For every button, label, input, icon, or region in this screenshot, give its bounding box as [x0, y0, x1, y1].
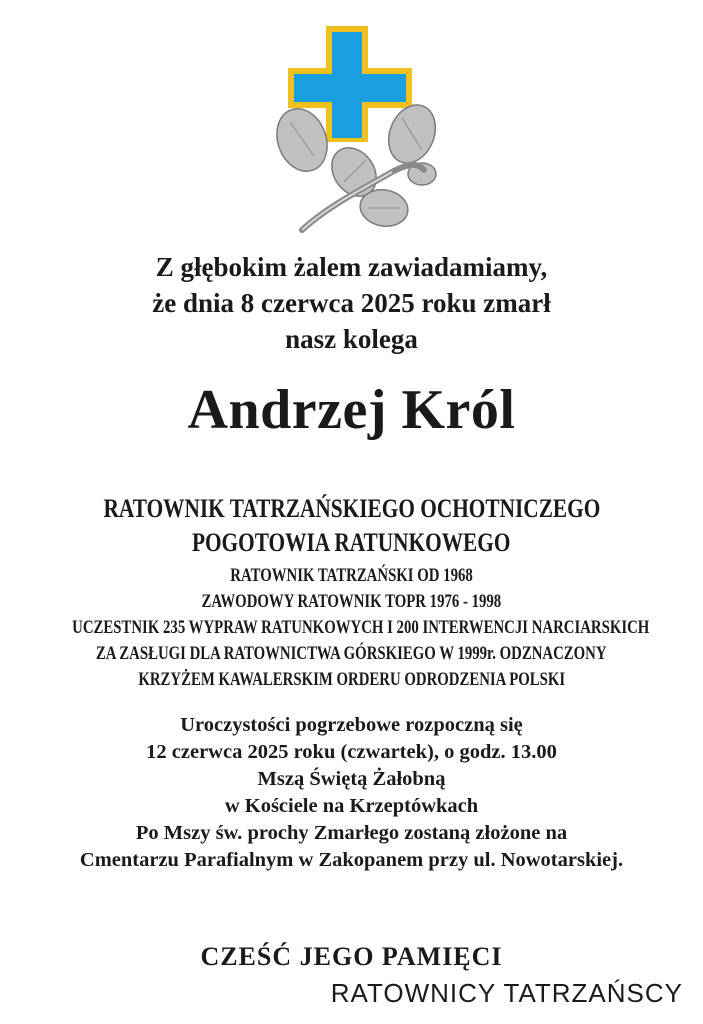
funeral-line-6: Cmentarzu Parafialnym w Zakopanem przy ul. Nowotarskiej.	[79, 849, 624, 871]
funeral-line-1: Uroczystości pogrzebowe rozpoczną się	[180, 714, 523, 736]
deceased-name: Andrzej Król	[187, 379, 516, 441]
intro-line-2: że dnia 8 czerwca 2025 roku zmarł	[152, 288, 551, 318]
signature: RATOWNICY TATRZAŃSCY	[330, 978, 683, 1008]
detail-line-1: RATOWNIK TATRZAŃSKI OD 1968	[230, 566, 473, 586]
detail-line-5: KRZYŻEM KAWALERSKIM ORDERU ODRODZENIA POLSKI	[138, 670, 565, 690]
detail-line-4: ZA ZASŁUGI DLA RATOWNICTWA GÓRSKIEGO W 1999r. ODZNACZONY	[96, 644, 607, 664]
closing-line: CZEŚĆ JEGO PAMIĘCI	[200, 942, 503, 971]
detail-line-3: UCZESTNIK 235 WYPRAW RATUNKOWYCH I 200 INTERWENCJI NARCIARSKICH	[72, 618, 650, 638]
intro-line-3: nasz kolega	[285, 324, 418, 354]
funeral-line-2: 12 czerwca 2025 roku (czwartek), o godz. 13.00	[146, 741, 557, 763]
title-line-1: RATOWNIK TATRZAŃSKIEGO OCHOTNICZEGO	[103, 494, 600, 523]
intro-line-1: Z głębokim żalem zawiadamiamy,	[155, 252, 548, 282]
funeral-line-4: w Kościele na Krzeptówkach	[224, 795, 479, 817]
funeral-line-3: Mszą Świętą Żałobną	[257, 768, 446, 790]
funeral-line-5: Po Mszy św. prochy Zmarłego zostaną złożone na	[135, 822, 568, 844]
detail-line-2: ZAWODOWY RATOWNIK TOPR 1976 - 1998	[201, 592, 502, 612]
title-line-2: POGOTOWIA RATUNKOWEGO	[192, 528, 511, 557]
topr-cross-with-silver-leaves-icon	[272, 22, 442, 237]
